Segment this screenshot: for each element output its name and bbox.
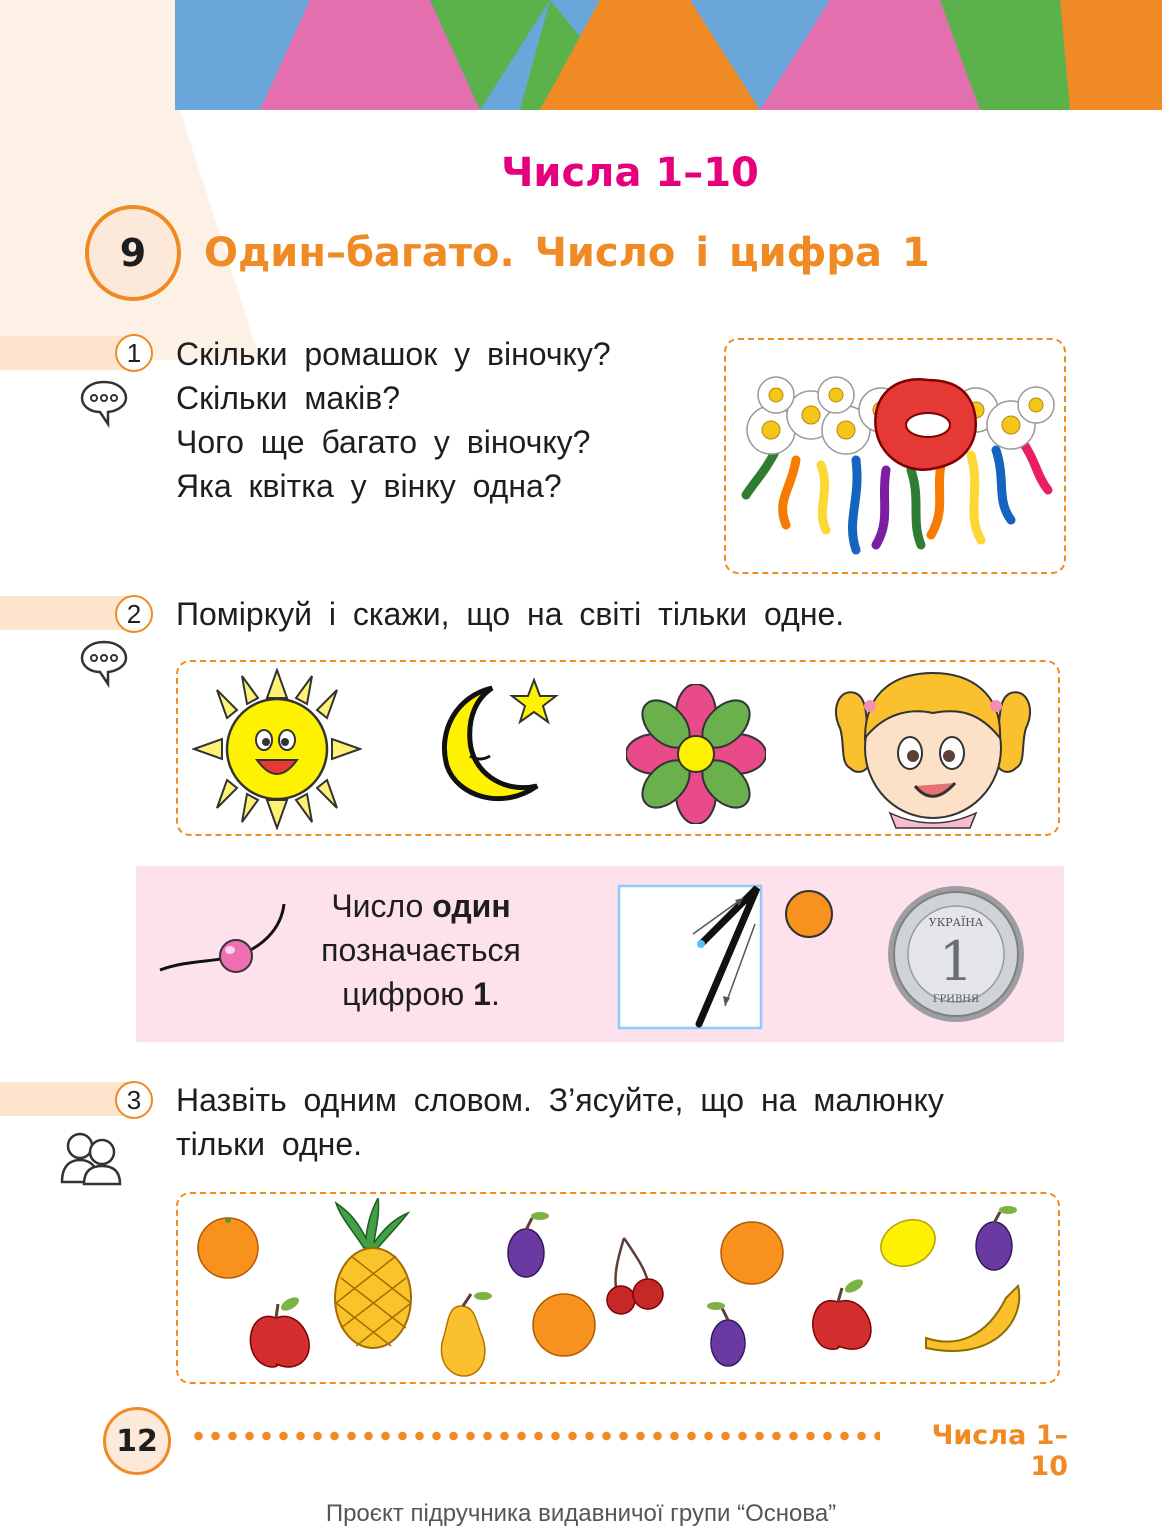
sun-illustration [192,668,362,830]
plum-icon [707,1302,745,1366]
info-suffix: цифрою [342,976,465,1012]
lesson-title: Один–багато. Число і цифра 1 [204,230,930,276]
orange-icon [533,1294,595,1356]
task-tab [0,1082,130,1116]
task-1-line: Яка квітка у вінку одна? [176,468,562,504]
moon-illustration [432,676,562,810]
flower-illustration [626,684,766,824]
apple-icon [250,1295,309,1367]
pineapple-icon [335,1198,411,1348]
info-prefix: Число [331,888,424,924]
orange-icon [198,1217,258,1278]
coin-bottom-text: ГРИВНЯ [932,994,980,1005]
speech-bubble-icon [78,378,130,428]
bead-on-string-icon [156,900,292,980]
orange-dot [785,890,833,938]
coin-value: 1 [938,930,974,993]
task-number-2: 2 [115,595,153,633]
task-1-text [176,332,706,508]
footer-dotted-line [190,1428,880,1444]
task-number-3: 3 [115,1081,153,1119]
task-tab [0,336,130,370]
task-1-line: Чого ще багато у віночку? [176,424,591,460]
lemon-icon [873,1211,942,1275]
task-2-text [176,592,1056,636]
banana-icon [926,1286,1019,1351]
task-1-line: Скільки маків? [176,380,401,416]
task-number-1: 1 [115,334,153,372]
lesson-number-badge: 9 [85,205,181,301]
task-1-line: Скільки ромашок у віночку? [176,336,611,372]
fruits-illustration [186,1198,1052,1378]
plum-icon [508,1212,549,1277]
coin-top-text: УКРАЇНА [928,916,984,929]
info-line-1 [286,884,556,928]
girl-illustration [830,668,1036,830]
page-number-badge: 12 [103,1407,171,1475]
footer-section-title: Числа 1–10 [931,1420,1068,1482]
wreath-illustration [736,350,1056,562]
digit-writing-guide [617,884,763,1030]
task-3-text [176,1078,1076,1166]
hryvnia-coin-illustration [886,884,1026,1024]
cherries-icon [607,1238,663,1314]
task-tab [0,596,130,630]
apple-icon [813,1277,871,1349]
section-title: Числа 1–10 [501,150,759,196]
plum-icon [976,1206,1017,1270]
info-bold-word: один [432,888,511,924]
pair-work-icon [58,1128,124,1186]
info-digit: 1 [473,976,491,1012]
info-line-3 [286,972,556,1016]
task-2-line: Поміркуй і скажи, що на світі тільки одне. [176,596,845,632]
publisher-note: Проєкт підручника видавничої групи “Основа” [325,1500,837,1527]
task-3-line: Назвіть одним словом. З’ясуйте, що на малюнку [176,1082,944,1118]
info-period: . [490,976,500,1012]
pear-icon [441,1292,492,1376]
info-text [286,884,556,1016]
info-line-2: позначається [321,932,521,968]
task-3-line: тільки одне. [176,1126,362,1162]
orange-icon [721,1222,783,1284]
speech-bubble-icon [78,638,130,688]
